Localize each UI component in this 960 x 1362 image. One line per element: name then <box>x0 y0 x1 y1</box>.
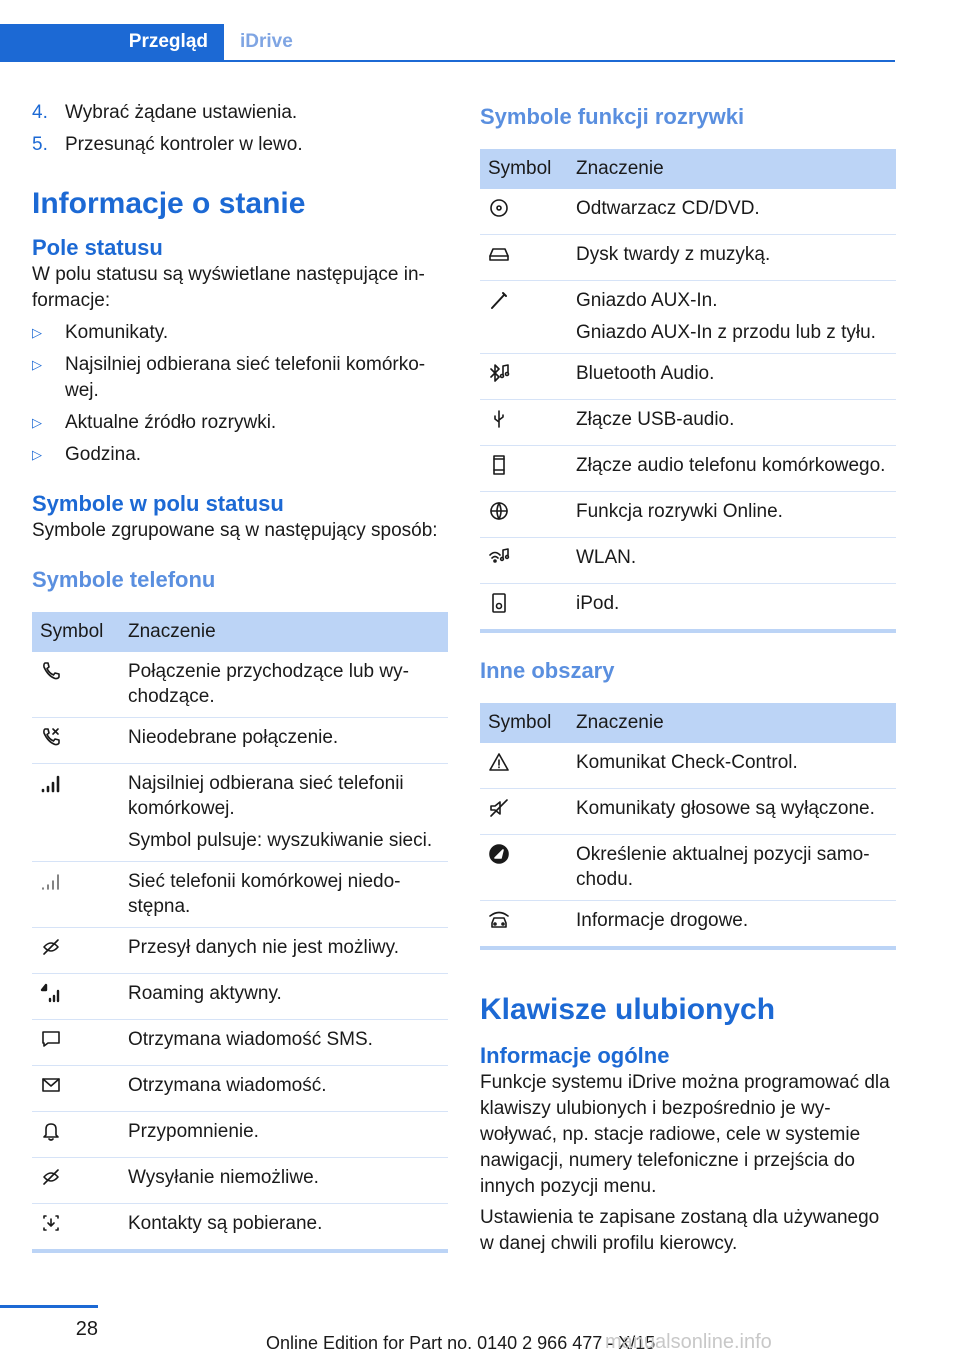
table-row <box>480 189 896 235</box>
step-number: 5. <box>32 134 48 155</box>
phone-call-icon <box>40 660 62 682</box>
table-row <box>32 862 448 928</box>
vehicle-position-icon <box>488 843 510 865</box>
roaming-icon <box>40 982 62 1004</box>
row-text: Złącze audio telefonu komórkowego. <box>576 455 886 476</box>
tab-idrive[interactable]: iDrive <box>240 31 293 52</box>
row-text: Określenie aktualnej pozycji samochodu. <box>576 844 870 890</box>
table-row <box>480 789 896 835</box>
other-symbols-table <box>480 703 896 950</box>
wlan-icon <box>488 546 510 568</box>
row-text: WLAN. <box>576 547 637 568</box>
footer-divider <box>0 1305 98 1308</box>
disc-icon <box>488 197 510 219</box>
row-text: Roaming aktywny. <box>128 983 282 1004</box>
heading-symbole-funkcji-rozrywki: Symbole funkcji rozrywki <box>480 104 745 129</box>
row-text: Odtwarzacz CD/DVD. <box>576 198 760 219</box>
watermark: manualsonline.info <box>605 1331 772 1353</box>
row-text: Wysyłanie niemożliwe. <box>128 1167 319 1188</box>
table-row <box>480 354 896 400</box>
favourites-paragraph-1: Funkcje systemu iDrive można programować dla klawiszy ulubionych i bezpośrednio je wywoływać, np. stacje radiowe, cele w systemie nawigacji, numery telefoniczne i przejścia do innych pozycji menu. <box>480 1072 890 1197</box>
table-header-row <box>480 149 896 189</box>
table-row <box>32 974 448 1020</box>
contacts-download-icon <box>40 1212 62 1234</box>
column-header-znaczenie: Znaczenie <box>568 149 896 189</box>
table-row <box>480 901 896 949</box>
row-text: Nieodebrane połączenie. <box>128 727 339 748</box>
table-row <box>32 652 448 718</box>
status-bullets <box>32 320 448 468</box>
row-text: Przesył danych nie jest możliwy. <box>128 937 400 958</box>
no-data-icon <box>40 936 62 958</box>
bullet-item: ▷ Godzina. <box>32 444 142 465</box>
online-entertainment-icon <box>488 500 510 522</box>
envelope-icon <box>40 1074 62 1096</box>
step-text: Przesunąć kontroler w lewo. <box>65 134 303 155</box>
row-text: Gniazdo AUX-In. <box>576 290 718 311</box>
step-number: 4. <box>32 102 48 123</box>
row-text-secondary: Gniazdo AUX-In z przodu lub z tyłu. <box>576 322 876 343</box>
bell-icon <box>40 1120 62 1142</box>
table-row <box>480 538 896 584</box>
row-text: Dysk twardy z muzyką. <box>576 244 771 265</box>
column-header-symbol: Symbol <box>480 703 568 743</box>
row-text: Najsilniej odbierana sieć telefonii komórkowej. <box>128 773 404 819</box>
missed-call-icon <box>40 726 62 748</box>
column-header-symbol: Symbol <box>480 149 568 189</box>
send-impossible-icon <box>40 1166 62 1188</box>
table-row <box>32 1066 448 1112</box>
bullet-item: ▷ Najsilniej odbierana sieć telefonii komórkowej. <box>32 354 426 401</box>
bullet-item: ▷ Aktualne źródło rozrywki. <box>32 412 277 433</box>
table-row <box>32 718 448 764</box>
table-row <box>480 281 896 354</box>
table-row <box>480 743 896 789</box>
speaker-muted-icon <box>488 797 510 819</box>
table-row <box>32 928 448 974</box>
row-text-secondary: Symbol pulsuje: wyszukiwanie sieci. <box>128 830 433 851</box>
heading-symbole-w-polu-statusu: Symbole w polu statusu <box>32 491 284 516</box>
heading-informacje-ogolne: Informacje ogólne <box>480 1043 670 1068</box>
row-text: Otrzymana wiadomość SMS. <box>128 1029 373 1050</box>
hard-drive-icon <box>488 243 510 265</box>
table-row <box>32 764 448 862</box>
bullet-item: ▷ Komunikaty. <box>32 322 169 343</box>
steps-list <box>32 100 448 158</box>
phone-symbols-table <box>32 612 448 1253</box>
traffic-info-icon <box>488 909 510 931</box>
table-row <box>480 235 896 281</box>
table-row <box>32 1112 448 1158</box>
entertainment-symbols-table <box>480 149 896 633</box>
column-header-symbol: Symbol <box>32 612 120 652</box>
table-row <box>32 1020 448 1066</box>
symbole-text: Symbole zgrupowane są w następujący sposób: <box>32 520 438 541</box>
pole-statusu-text: W polu statusu są wyświetlane następujące informacje: <box>32 264 425 311</box>
row-text: Komunikaty głosowe są wyłączone. <box>576 798 875 819</box>
page-number: 28 <box>75 1318 98 1340</box>
table-row <box>480 492 896 538</box>
heading-symbole-telefonu: Symbole telefonu <box>32 567 216 592</box>
usb-icon <box>488 408 510 430</box>
signal-strength-icon <box>40 772 62 794</box>
bluetooth-audio-icon <box>488 362 510 384</box>
table-row <box>480 835 896 901</box>
step-item <box>32 132 448 158</box>
row-text: Komunikat Check-Control. <box>576 752 798 773</box>
ipod-icon <box>488 592 510 614</box>
step-item <box>32 100 448 126</box>
header-tabbar <box>0 24 895 62</box>
heading-informacje-o-stanie: Informacje o stanie <box>32 187 306 220</box>
table-row <box>32 1204 448 1252</box>
warning-triangle-icon <box>488 751 510 773</box>
column-header-znaczenie: Znaczenie <box>120 612 448 652</box>
row-text: Przypomnienie. <box>128 1121 259 1142</box>
column-header-znaczenie: Znaczenie <box>568 703 896 743</box>
row-text: Połączenie przychodzące lub wychodzące. <box>128 661 409 707</box>
table-row <box>480 400 896 446</box>
right-column <box>480 100 896 1257</box>
edition-text: Online Edition for Part no. 0140 2 966 477 - X/15 <box>266 1333 656 1353</box>
table-row <box>32 1158 448 1204</box>
row-text: Funkcja rozrywki Online. <box>576 501 783 522</box>
table-header-row <box>480 703 896 743</box>
row-text: iPod. <box>576 593 620 614</box>
heading-pole-statusu: Pole statusu <box>32 235 163 260</box>
tab-przeglad[interactable]: Przegląd <box>0 24 224 60</box>
table-row <box>480 446 896 492</box>
row-text: Złącze USB-audio. <box>576 409 735 430</box>
row-text: Otrzymana wiadomość. <box>128 1075 327 1096</box>
left-column <box>32 100 448 1253</box>
row-text: Informacje drogowe. <box>576 910 749 931</box>
aux-plug-icon <box>488 289 510 311</box>
step-text: Wybrać żądane ustawienia. <box>65 102 298 123</box>
table-row <box>480 584 896 632</box>
heading-klawisze-ulubionych: Klawisze ulubionych <box>480 993 776 1026</box>
mobile-phone-icon <box>488 454 510 476</box>
row-text: Sieć telefonii komórkowej niedostępna. <box>128 871 401 917</box>
favourites-paragraph-2: Ustawienia te zapisane zostaną dla używanego w danej chwili profilu kierowcy. <box>480 1207 880 1254</box>
sms-icon <box>40 1028 62 1050</box>
row-text: Bluetooth Audio. <box>576 363 715 384</box>
heading-inne-obszary: Inne obszary <box>480 658 615 683</box>
signal-weak-icon <box>40 870 62 892</box>
table-header-row <box>32 612 448 652</box>
row-text: Kontakty są pobierane. <box>128 1213 323 1234</box>
